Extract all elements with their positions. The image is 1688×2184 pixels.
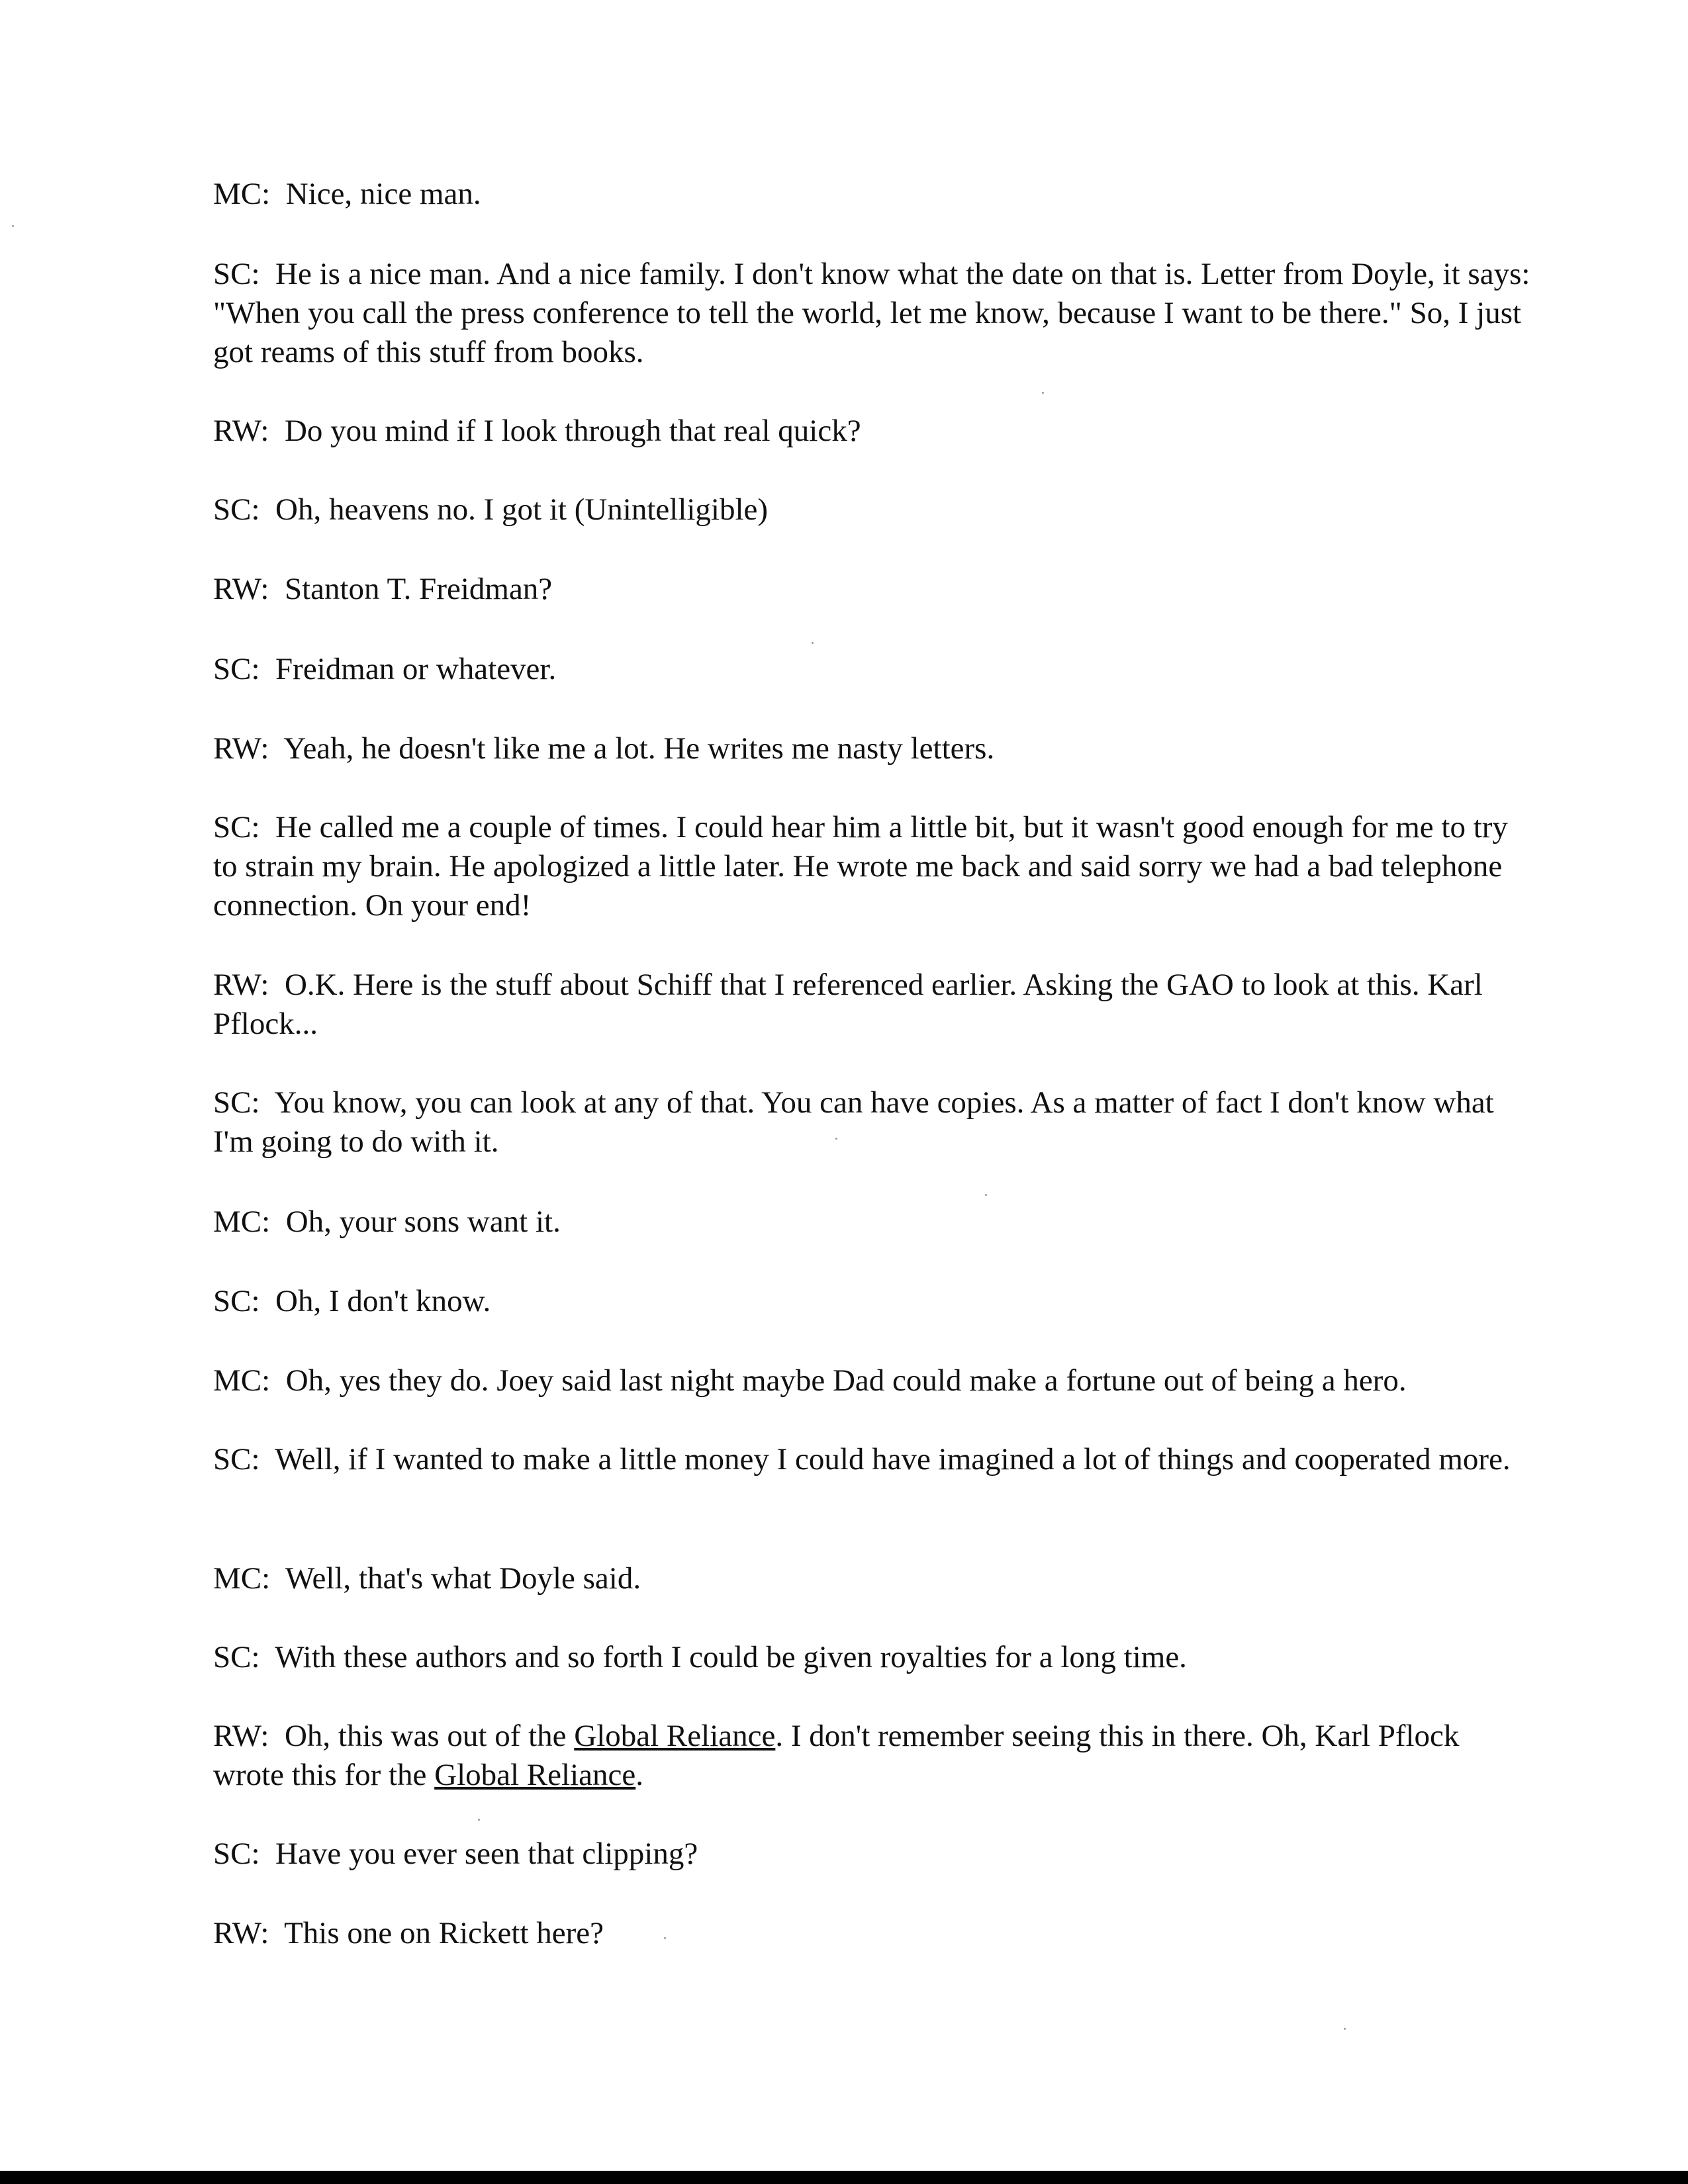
line-text: He called me a couple of times. I could hear him a little bit, but it wasn't good enough for me to try to strain my brain. He apologized a little later. He wrote me back and said sorry we had a bad telephone connection. On your end!: [213, 810, 1508, 923]
speaker-label: SC:: [213, 492, 260, 527]
line-text: O.K. Here is the stuff about Schiff that I referenced earlier. Asking the GAO to look at this. Karl Pflock...: [213, 968, 1483, 1041]
scan-speck: [478, 1819, 480, 1821]
speaker-label: SC:: [213, 1284, 260, 1318]
line-text-part: . I don't remember seeing this in there. Oh, Karl Pflock wrote this for the: [213, 1719, 1460, 1792]
line-text: Well, that's what Doyle said.: [285, 1561, 641, 1596]
transcript-line: [213, 255, 1530, 372]
line-text: Have you ever seen that clipping?: [275, 1837, 698, 1871]
line-text-part: Oh, this was out of the: [284, 1719, 575, 1753]
line-text: Do you mind if I look through that real quick?: [284, 414, 861, 448]
transcript-line: [213, 490, 1530, 529]
publication-title: Global Reliance: [434, 1758, 636, 1792]
transcript-line: [213, 1440, 1530, 1479]
line-text-part: .: [635, 1758, 643, 1792]
scan-speck: [1042, 392, 1044, 394]
transcript-line: [213, 729, 1530, 768]
transcript-line: [213, 175, 1530, 214]
speaker-label: SC:: [213, 1442, 260, 1477]
transcript-line: [213, 1835, 1530, 1874]
speaker-label: RW:: [213, 1916, 269, 1950]
transcript-line: [213, 1083, 1530, 1161]
transcript-line: [213, 808, 1530, 925]
transcript-line: [213, 1203, 1530, 1242]
line-text: Oh, I don't know.: [275, 1284, 491, 1318]
transcript-line: [213, 1559, 1530, 1598]
line-text: Freidman or whatever.: [275, 652, 557, 686]
speaker-label: SC:: [213, 1837, 260, 1871]
speaker-label: SC:: [213, 1085, 260, 1120]
transcript-line: [213, 1638, 1530, 1677]
line-text: Nice, nice man.: [285, 177, 481, 211]
speaker-label: SC:: [213, 652, 260, 686]
scan-speck: [664, 1937, 666, 1939]
speaker-label: RW:: [213, 414, 269, 448]
transcript-line: [213, 1914, 1530, 1953]
line-text: Well, if I wanted to make a little money I could have imagined a lot of things and cooperated more.: [275, 1442, 1511, 1477]
scan-speck: [12, 225, 14, 227]
speaker-label: RW:: [213, 572, 269, 606]
scan-edge-bar: [0, 2171, 1688, 2184]
scan-speck: [985, 1194, 987, 1196]
speaker-label: SC:: [213, 810, 260, 844]
scan-speck: [1344, 2028, 1346, 2030]
line-text: Yeah, he doesn't like me a lot. He writes me nasty letters.: [283, 731, 995, 766]
transcript-line: [213, 570, 1530, 609]
scan-speck: [835, 1138, 837, 1140]
transcript-line: [213, 1717, 1530, 1795]
line-text: Oh, yes they do. Joey said last night maybe Dad could make a fortune out of being a hero.: [285, 1363, 1407, 1398]
scan-speck: [812, 642, 814, 644]
line-text: He is a nice man. And a nice family. I don't know what the date on that is. Letter from Doyle, it says: "When you call the press conference to tell the world, let me know, because I want to be there." So, I just got reams of this stuff from books.: [213, 257, 1530, 369]
speaker-label: SC:: [213, 1640, 260, 1674]
line-text: You know, you can look at any of that. You can have copies. As a matter of fact I don't know what I'm going to do with it.: [213, 1085, 1494, 1159]
speaker-label: RW:: [213, 968, 269, 1002]
transcript-line: [213, 1361, 1530, 1400]
speaker-label: MC:: [213, 1205, 271, 1239]
publication-title: Global Reliance: [574, 1719, 776, 1753]
transcript-line: [213, 412, 1530, 451]
line-text: Oh, your sons want it.: [285, 1205, 561, 1239]
speaker-label: MC:: [213, 1561, 271, 1596]
speaker-label: MC:: [213, 1363, 271, 1398]
speaker-label: SC:: [213, 257, 260, 291]
transcript-line: [213, 966, 1530, 1044]
line-text: Oh, heavens no. I got it (Unintelligible): [275, 492, 769, 527]
transcript-line: [213, 650, 1530, 689]
speaker-label: RW:: [213, 1719, 269, 1753]
transcript-line: [213, 1282, 1530, 1321]
speaker-label: RW:: [213, 731, 269, 766]
line-text: This one on Rickett here?: [284, 1916, 604, 1950]
line-text: Stanton T. Freidman?: [284, 572, 553, 606]
line-text: With these authors and so forth I could be given royalties for a long time.: [275, 1640, 1187, 1674]
speaker-label: MC:: [213, 177, 271, 211]
